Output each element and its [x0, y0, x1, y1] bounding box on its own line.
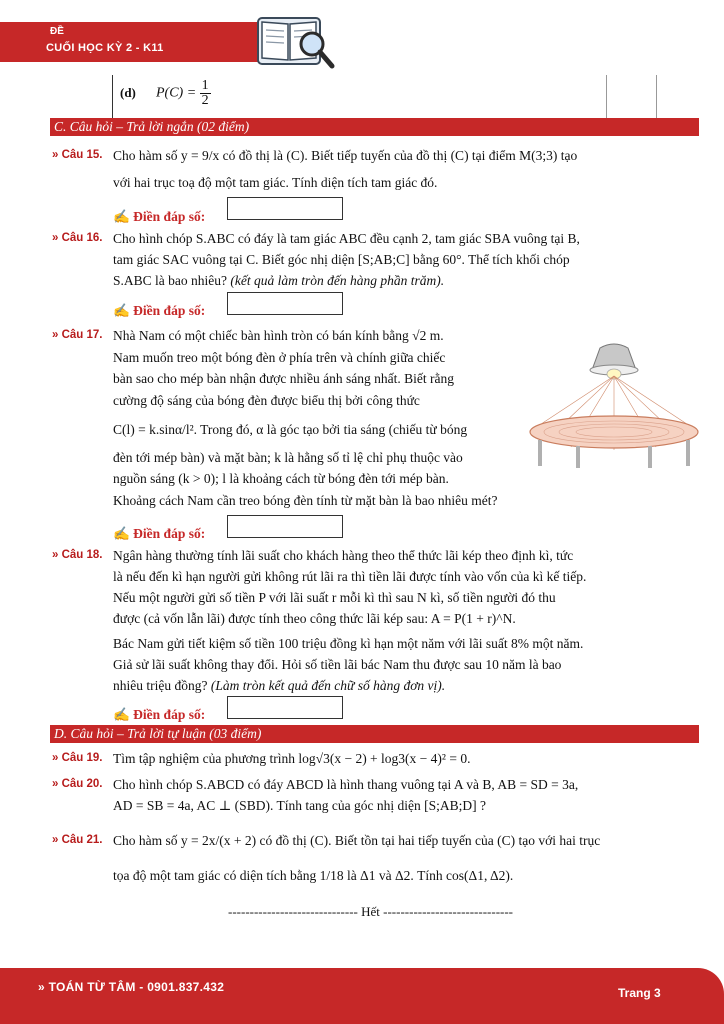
- question-text: Cho hàm số y = 2x/(x + 2) có đồ thị (C). Biết tồn tại hai tiếp tuyến của (C) tạo với hai trục: [113, 833, 601, 848]
- answer-input-box[interactable]: [227, 197, 343, 220]
- table-divider: [112, 75, 113, 120]
- question-text: Cho hình chóp S.ABCD có đáy ABCD là hình thang vuông tại A và B, AB = SD = 3a,: [113, 777, 579, 792]
- end-marker: ------------------------------ Hết ------------------------------: [228, 904, 514, 919]
- question-21: [50, 830, 675, 886]
- answer-label: ✍ Điền đáp số:: [113, 526, 206, 541]
- question-text: bàn sao cho mép bàn nhận được nhiều ánh sáng nhất. Biết rằng: [113, 371, 454, 386]
- question-text: là nếu đến kì hạn người gửi không rút lãi ra thì tiền lãi được tính vào vốn của kì kế tiếp.: [113, 569, 587, 584]
- question-text: cường độ sáng của bóng đèn được biểu thị bởi công thức: [113, 392, 420, 408]
- answer-input-box[interactable]: [227, 292, 343, 315]
- denominator: 2: [201, 93, 209, 108]
- question-text: S.ABC là bao nhiêu?: [113, 273, 227, 288]
- answer-input-box[interactable]: [227, 696, 343, 719]
- question-text: Bác Nam gửi tiết kiệm số tiền 100 triệu đồng kì hạn một năm với lãi suất 8% một năm.: [113, 636, 584, 651]
- question-text: với hai trục toạ độ một tam giác. Tính diện tích tam giác đó.: [113, 175, 438, 190]
- question-text: nhiêu triệu đồng?: [113, 678, 208, 693]
- answer-label: ✍ Điền đáp số:: [113, 209, 206, 224]
- question-text: C(l) = k.sinα/l². Trong đó, α là góc tạo bởi tia sáng (chiếu từ bóng: [113, 422, 468, 437]
- row-label: (d): [120, 85, 136, 100]
- answer-input-box[interactable]: [227, 515, 343, 538]
- question-text: được (cả vốn lẫn lãi) được tính theo công thức lãi kép sau: A = P(1 + r)^N.: [113, 611, 516, 626]
- question-text: Tìm tập nghiệm của phương trình log√3(x − 2) + log3(x − 4)² = 0.: [113, 751, 471, 766]
- question-text: Cho hình chóp S.ABC có đáy là tam giác ABC đều cạnh 2, tam giác SBA vuông tại B,: [113, 231, 580, 246]
- question-number: » Câu 19.: [52, 752, 103, 764]
- question-17: [50, 325, 530, 511]
- numerator: 1: [201, 78, 209, 93]
- question-text: đèn tới mép bàn) và mặt bàn; k là hằng số tỉ lệ chỉ phụ thuộc vào: [113, 449, 463, 465]
- row-expr: P(C) =: [156, 85, 197, 101]
- table-divider: [656, 75, 657, 120]
- question-number: » Câu 17.: [52, 329, 103, 341]
- question-text: Nam muốn treo một bóng đèn ở phía trên và chính giữa chiếc: [113, 349, 446, 365]
- question-text: Nhà Nam có một chiếc bàn hình tròn có bán kính bằng √2 m.: [113, 328, 444, 343]
- section-d-title: D. Câu hỏi – Trả lời tự luận (03 điểm): [50, 725, 699, 743]
- question-18: [50, 545, 675, 696]
- row-value: [156, 79, 211, 108]
- question-number: » Câu 15.: [52, 149, 103, 161]
- question-text: Cho hàm số y = 9/x có đồ thị là (C). Biết tiếp tuyến của đồ thị (C) tại điểm M(3;3) tạo: [113, 148, 578, 163]
- table-divider: [606, 75, 607, 120]
- question-number: » Câu 16.: [52, 232, 103, 244]
- question-16: [50, 228, 675, 291]
- question-19: [50, 748, 675, 769]
- section-c-title: C. Câu hỏi – Trả lời ngắn (02 điểm): [50, 118, 699, 136]
- question-note: (kết quả làm tròn đến hàng phần trăm).: [230, 273, 445, 288]
- footer-contact: » TOÁN TỪ TÂM - 0901.837.432: [38, 980, 225, 994]
- question-20: [50, 774, 675, 816]
- question-text: tam giác SAC vuông tại C. Biết góc nhị diện [S;AB;C] bằng 60°. Thể tích khối chóp: [113, 252, 570, 267]
- lamp-table-illustration: [526, 340, 704, 470]
- fraction: [200, 79, 211, 108]
- question-text: Nếu một người gửi số tiền P với lãi suất r mỗi kì thì sau N kì, số tiền người đó thu: [113, 590, 556, 605]
- book-magnifier-icon: [252, 8, 338, 74]
- question-15: [50, 145, 675, 193]
- answer-label: ✍ Điền đáp số:: [113, 707, 206, 722]
- question-number: » Câu 20.: [52, 778, 103, 790]
- question-text: Giả sử lãi suất không thay đổi. Hỏi số tiền lãi bác Nam thu được sau 10 năm là bao: [113, 657, 562, 672]
- question-text: nguồn sáng (k > 0); l là khoảng cách từ bóng đèn tới mép bàn.: [113, 471, 449, 486]
- answer-row-d: [120, 78, 209, 108]
- header-line2: CUỐI HỌC KỲ 2 - K11: [46, 42, 164, 54]
- answer-label: ✍ Điền đáp số:: [113, 303, 206, 318]
- footer-band: [0, 968, 724, 1024]
- question-text: tọa độ một tam giác có diện tích bằng 1/18 là Δ1 và Δ2. Tính cos(Δ1, Δ2).: [113, 868, 514, 883]
- question-note: (Làm tròn kết quả đến chữ số hàng đơn vị).: [210, 678, 446, 693]
- header-line1: ĐỀ: [50, 26, 64, 37]
- question-text: AD = SB = 4a, AC ⊥ (SBD). Tính tang của góc nhị diện [S;AB;D] ?: [113, 798, 487, 813]
- question-text: Ngân hàng thường tính lãi suất cho khách hàng theo thể thức lãi kép theo định kì, tức: [113, 548, 574, 563]
- question-number: » Câu 18.: [52, 549, 103, 561]
- question-number: » Câu 21.: [52, 834, 103, 846]
- page-number: Trang 3: [618, 986, 661, 1000]
- question-text: Khoảng cách Nam cần treo bóng đèn tính từ mặt bàn là bao nhiêu mét?: [113, 492, 498, 508]
